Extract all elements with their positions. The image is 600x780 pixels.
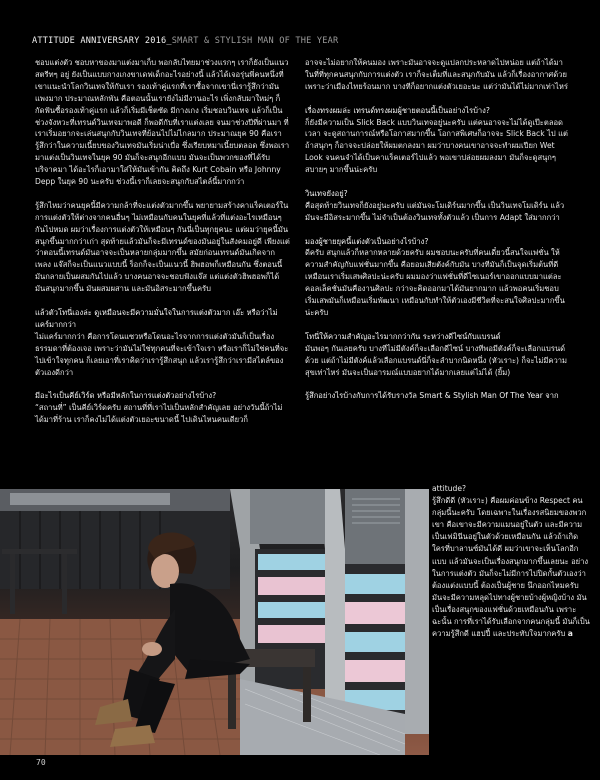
end-mark: a xyxy=(567,629,573,639)
header-title: ATTITUDE ANNIVERSARY 2016_ xyxy=(32,36,172,46)
question: เรื่องทรงผมล่ะ เทรนด์ทรงผมผู้ชายตอนนี้เป็นอย่างไรบ้าง? xyxy=(305,105,490,115)
paragraph: อาจจะไม่อยากให้คนมอง เพราะมันอาจจะดูแปลกประหลาดไปหน่อย แต่ถ้าได้มาในที่ที่ทุกคนสนุกกับการแต่งตัว เราก็จะเต็มที่และสนุกกับมัน แล้วก็เรื่องอากาศด้วย เพราะว่าเมืองไทยร้อนมาก บางทีก็อยากแต่งตัวเยอะนะ แต่ว่ามันได้ไม่มากเท่าไหร่ xyxy=(305,58,568,91)
answer: “สถานที่” เป็นคีย์เวิร์ดครับ สถานที่ที่เราไปเป็นหลักสำคัญเลย อย่างวันนี้ถ้าไม่ได้มาที่ร้าน เราก็คงไม่ได้แต่งตัวเยอะขนาดนี้ ไปเดินไหนคนเดียวก็ xyxy=(35,403,283,425)
question: มองผู้ชายยุคนี้แต่งตัวเป็นอย่างไรบ้าง? xyxy=(305,236,429,246)
answer: รู้สึกดีดี (หัวเราะ) คือผมค่อนข้าง Respect คนกลุ่มนี้นะครับ โดยเฉพาะในเรื่องรสนิยมของพวกเขา คือเขาจะมีความแมนอยู่ในตัว และมีความเป็นเฟมินีนอยู่ในตัวด้วยเหมือนกัน แล้วถ้าเกิดใครที่บาลานซ์มันได้ดี ผมว่าเขาจะเห็นโลกอีกแบบ แล้วมันจะเป็นเรื่องสนุกมากขึ้นเลยนะ อย่างในการแต่งตัว มันก็จะไม่มีการไปปิดกั้นตัวเองว่า ต้องแต่งแบบนี้ ต้องเป็นผู้ชาย นึกออกไหมครับ มันจะมีความหลุดไปทางผู้ชายบ้างผู้หญิงบ้าง มันเป็นเรื่องสนุกของแฟชั่นด้วยเหมือนกัน เพราะฉะนั้น การที่เราได้รับเลือกจากคนกลุ่มนี้ มันก็เป็นความรู้สึกดี แฮปปี้ และประทับใจมากครับ xyxy=(432,496,590,639)
page-number: 70 xyxy=(36,758,46,767)
answer: มันพอๆ กันเลยครับ บางทีไม่มีตังค์ก็จะเลือกดีไซน์ บางทีพอมีตังค์ก็จะเลือกแบรนด์ด้วย แต่ถ้าไม่มีตังค์แล้วเลือกแบรนด์นี่ก็จะลำบากนิดหนึ่ง (หัวเราะ) ก็จะไม่มีความสุขเท่าไหร่ มันจะเป็นอารมณ์แบบอยากได้มากเลยแต่ไม่ได้ (ยิ้ม) xyxy=(305,343,567,377)
question: รู้สึกอย่างไรบ้างกับการได้รับรางวัล Smart & Stylish Man Of The Year จาก xyxy=(305,391,559,401)
photo-illustration xyxy=(0,489,429,755)
question: โทนี่ให้ความสำคัญอะไรมากกว่ากัน ระหว่างดีไซน์กับแบรนด์ xyxy=(305,331,501,341)
question: แล้วตัวโทนี่เองล่ะ ดูเหมือนจะมีความมั่นใจในการแต่งตัวมาก เอ๊ะ หรือว่าไม่แคร์มากกว่า xyxy=(35,308,278,329)
paragraph: ชอบแต่งตัว ชอบหาของมาแต่งมาเก็บ พอกลับไทยมาช่วงแรกๆ เราก็ยังเป็นแนวสตรีทๆ อยู่ ยังเป็นแบบกางเกงขาเดฟเด็กอะไรอย่างนี้ แล้วได้เจอรุ่นพี่คนหนึ่งที่เขาแนะนำโลกวินเทจให้กับเรา รองเท้าคู่แรกที่เราซื้อจากเขานี่เรารู้สึกว่ามันแพงมาก ประมาณหลักพัน คือตอนนั้นเรายังไม่มีงานอะไร เพิ่งกลับมาใหม่ๆ ก็กัดฟันซื้อรองเท้าคู่แรก แล้วก็เริ่มมีเช็ตซัด มีกางเกง เริ่มชอบวินเทจ แล้วก็เป็นช่วงจังหวะที่เทรนด์วินเทจมาพอดี ก็พอดีกับที่เราแต่งเลย จนมาช่วงปีที่ผ่านมา ที่เราเริ่มอยากจะเล่นสนุกกับวินเทจที่ย้อนไปไม่ไกลมาก ประมาณยุค 90 คือเรารู้สึกว่าในความเนี้ยบของวินเทจมันเริ่มน่าเบื่อ ซึ่งเรียบหมาเนี้ยบตลอด ซึ่งพอเรามาแต่งเป็นวินเทจในยุค 90 มันก็จะสนุกอีกแบบ มันจะเป็นพวกของที่ได้รับบริจาคมา ได้อะไรก็เอามาใส่ให้มันเข้ากัน คิดถึง Kurt Cobain หรือ Johnny Depp ในยุค 90 นะครับ ช่วงนี้เราก็เลยจะสนุกกับสไตล์นี้มากกว่า xyxy=(35,58,290,187)
question: วินเทจยังอยู่? xyxy=(305,188,348,198)
answer: ไม่แคร์มากกว่า คือการโดนแซวหรือโดนอะไรจากการแต่งตัวมันก็เป็นเรื่องธรรมดาที่ต้องเจอ เพราะว่ามันไม่ใช่ทุกคนที่จะเข้าใจเรา หรือเราก็ไม่ใช่คนที่จะไปเข้าใจทุกคน ก็เลยเอาที่เราคิดว่าเรารู้สึกสนุก แล้วเรารู้สึกว่าเรามีสไตล์ของตัวเองดีกว่า xyxy=(35,331,289,377)
left-column xyxy=(35,57,290,438)
answer: คือสุดท้ายวินเทจก็ยังอยู่นะครับ แต่มันจะโมเดิร์นมากขึ้น เป็นวินเทจโมเดิร์น แล้วมันจะมีอิสระมากขึ้น ไม่จำเป็นต้องวินเทจทั้งตัวแล้ว เป็นการ Adapt ใส่มากกว่า xyxy=(305,200,565,222)
question-end: attitude? xyxy=(432,484,467,493)
right-column xyxy=(305,57,570,402)
paragraph: รู้สึกไหมว่าคนยุคนี้มีความกล้าที่จะแต่งตัวมากขึ้น พยายามสร้างคาแร็คเตอร์ในการแต่งตัวให้ต่างจากคนอื่นๆ ไม่เหมือนกับคนในยุคที่แล้วที่แต่งอะไรเหมือนๆ กันไปหมด ผมว่าเรื่องการแต่งตัวให้เหมือนๆ กันนี่เป็นทุกยุคนะ แต่ผมว่ายุคนี้มันสนุกขึ้นมากกว่าเก่า สุดท้ายแล้วมันก็จะมีเทรนด์ของมันอยู่ในสังคมอยู่ดี เพียงแต่ว่าตอนนี้เทรนด์มันอาจจะเป็นหลายกลุ่มมากขึ้น สมัยก่อนเทรนด์มันเกิดจากเพลง แจ๊สก็จะเป็นแนวแบบนี้ ร็อกก็จะเป็นแนวนี้ ฮิพฮอพก็เหมือนกัน ซึ่งตอนนี้มันกลายเป็นผสมกันไปแล้ว บางคนอาจจะชอบฟังแจ๊ส แต่แต่งตัวฮิพฮอพก็ได้ มันสนุกมากขึ้น มันผสมผสาน และมันอิสระมากขึ้นครับ xyxy=(35,200,290,294)
header-subtitle: SMART & STYLISH MAN OF THE YEAR xyxy=(171,36,339,46)
narrow-column xyxy=(432,483,590,640)
answer: ดีครับ สนุกแล้วก็หลากหลายด้วยครับ ผมชอบนะครับที่คนเดี๋ยวนี้สนใจแฟชั่น ให้ความสำคัญกับแฟชั่นมากขึ้น คือยอมเสียตังค์กับมัน บางทีมันก็เป็นจุดเริ่มต้นที่ดี เหมือนเราเริ่มเสพศิลปะน่ะครับ ผมมองว่าแฟชั่นที่ดีไซเนอร์เขาออกแบบมาแต่ละคอลเล็คชั่นมันคืองานศิลปะ กว่าจะคิดออกมาได้มันยากมาก แล้วพอคนเริ่มชอบเริ่มเสพมันก็เหมือนเริ่มพัฒนา เหมือนกับทำให้ตัวเองมีชีวิตที่จะสนใจศิลปะมากขึ้นน่ะครับ xyxy=(305,248,565,317)
photo-man-on-bench xyxy=(0,489,429,755)
page-header xyxy=(32,36,338,46)
question: มีอะไรเป็นคีย์เวิร์ด หรือมีหลักในการแต่งตัวอย่างไรบ้าง? xyxy=(35,391,217,401)
answer: ก็ยังมีความเป็น Slick Back แบบวินเทจอยู่นะครับ แต่คนอาจจะไม่ได้ดูเป๊ะตลอดเวลา จะดูสถานการณ์หรือโอกาสมากขึ้น โอกาสพิเศษก็อาจจะ Slick Back ไป แต่ถ้าสนุกๆ ก็อาจจะปล่อยให้ผมตกลงมา ผมว่าบางคนเขาอาจจะทำผมเปียก Wet Look จนคนจำได้เป็นคาแร็คเตอร์ไปแล้ว พอเขาปล่อยผมลงมา มันก็จะดูสนุกๆ สบายๆ มากขึ้นน่ะครับ xyxy=(305,117,568,175)
